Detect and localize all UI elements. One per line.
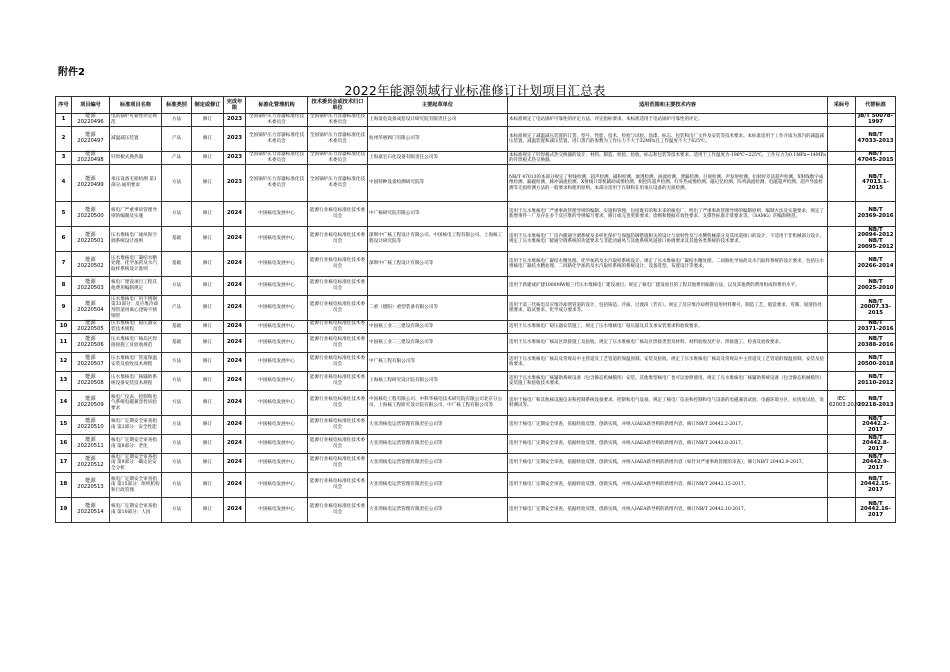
cell-replace: NB/T 20500-2018 bbox=[856, 353, 896, 372]
cell-drafter bbox=[368, 277, 508, 296]
table-row bbox=[56, 127, 896, 152]
cell-category: 基础 bbox=[162, 252, 192, 277]
cell-drafter: 上海发电设备成套设计研究院有限责任公司 bbox=[368, 114, 508, 127]
cell-replace: NB/T 20266-2014 bbox=[856, 252, 896, 277]
cell-year: 2024 bbox=[224, 296, 246, 321]
cell-tc: 能源行业核电标准化技术委员会 bbox=[308, 435, 368, 454]
cell-category: 基础 bbox=[162, 334, 192, 353]
cell-name: 减温减压装置 bbox=[110, 127, 162, 152]
cell-code: 能源 20220505 bbox=[72, 321, 110, 334]
cell-replace: NB/T 20025-2010 bbox=[856, 277, 896, 296]
cell-adopt bbox=[828, 372, 856, 391]
cell-replace: NB/T 20110-2012 bbox=[856, 372, 896, 391]
cell-adopt bbox=[828, 321, 856, 334]
cell-type: 修订 bbox=[192, 372, 224, 391]
table-row bbox=[56, 296, 896, 321]
cell-year: 2024 bbox=[224, 334, 246, 353]
cell-org: 中国核电发展中心 bbox=[246, 227, 308, 252]
cell-category: 方法 bbox=[162, 114, 192, 127]
cell-org: 中国核电发展中心 bbox=[246, 296, 308, 321]
cell-no: 13 bbox=[56, 372, 72, 391]
cell-type: 修订 bbox=[192, 473, 224, 498]
cell-tc: 能源行业核电标准化技术委员会 bbox=[308, 372, 368, 391]
cell-tc: 能源行业核电标准化技术委员会 bbox=[308, 391, 368, 416]
cell-category: 基础 bbox=[162, 227, 192, 252]
cell-replace: NB/T 20442.8-2017 bbox=[856, 435, 896, 454]
cell-name: 核电厂定期安全审查指南 第9部分：确定论安全分析 bbox=[110, 454, 162, 473]
cell-category: 方法 bbox=[162, 498, 192, 523]
cell-no: 3 bbox=[56, 152, 72, 165]
cell-code: 能源 20220498 bbox=[72, 152, 110, 165]
cell-scope: NB/T 47013的本部分规定了射线检测、超声检测、磁粉检测、渗透检测、涡流检测、泄漏检测、目视检测、声发射检测、衍射时差法超声检测、X射线数字成像检测、漏磁检测、脉冲涡流检测、X射线计算机辅助成像检测、相控阵超声检测、红外热成像检测、磁记忆检测、阵列涡流检测、电磁超声检测、超声导波检测等无损检测方法的一般要求和使用原则。本部分适用于在制和在用承压设备的无损检测。 bbox=[508, 165, 828, 202]
cell-replace: NB/T 20442.15-2017 bbox=[856, 473, 896, 498]
cell-drafter: 中广核工程有限公司等 bbox=[368, 353, 508, 372]
table-row bbox=[56, 454, 896, 473]
cell-type: 修订 bbox=[192, 165, 224, 202]
cell-adopt bbox=[828, 227, 856, 252]
table-row bbox=[56, 353, 896, 372]
cell-org: 全国锅炉压力容器标准化技术委员会 bbox=[246, 127, 308, 152]
cell-scope: 适用于压水堆核电厂核辅助系统设备（包含静态机械模块）安装。其他堆型核电厂也可以参照使用。规定了压水堆核电厂核辅助系统设备（包含静态机械模块）安装施工和验收技术要求。 bbox=[508, 372, 828, 391]
table-row bbox=[56, 202, 896, 227]
cell-org: 中国核电发展中心 bbox=[246, 321, 308, 334]
cell-no: 17 bbox=[56, 454, 72, 473]
cell-scope: 适用于压水堆核电厂核岛区焊接施工及验收。规定了压水堆核电厂核岛区焊接类型及材料、材料验收及贮存、焊接施工、检查及验收要求。 bbox=[508, 334, 828, 353]
standards-table bbox=[55, 96, 896, 523]
cell-replace: NB/T 20369-2016 bbox=[856, 202, 896, 227]
col-header-code: 项目编号 bbox=[72, 97, 110, 114]
cell-year: 2024 bbox=[224, 435, 246, 454]
cell-drafter: 中广核研究院有限公司等 bbox=[368, 202, 508, 227]
cell-no: 6 bbox=[56, 227, 72, 252]
cell-code: 能源 20220510 bbox=[72, 416, 110, 435]
cell-scope: 本标准规定了电站锅炉可靠性的评定方法、评定指标要求。本标准适用于电站锅炉可靠性的评定。 bbox=[508, 114, 828, 127]
cell-tc: 能源行业核电标准化技术委员会 bbox=[308, 202, 368, 227]
cell-drafter: 杭州华惠阀门有限公司等 bbox=[368, 127, 508, 152]
cell-org: 全国锅炉压力容器标准化技术委员会 bbox=[246, 114, 308, 127]
cell-no: 1 bbox=[56, 114, 72, 127]
cell-category: 方法 bbox=[162, 202, 192, 227]
cell-code: 能源 20220508 bbox=[72, 372, 110, 391]
cell-code: 能源 20220513 bbox=[72, 473, 110, 498]
cell-adopt: IEC 62003:2020 bbox=[828, 391, 856, 416]
cell-name: 压水堆核电厂管道保温安装及验收技术规程 bbox=[110, 353, 162, 372]
cell-year: 2024 bbox=[224, 454, 246, 473]
cell-category: 方法 bbox=[162, 353, 192, 372]
cell-adopt bbox=[828, 296, 856, 321]
cell-code: 能源 20220497 bbox=[72, 127, 110, 152]
cell-category: 产品 bbox=[162, 127, 192, 152]
cell-scope: 适用于压水堆核电厂厂房内暖通空调系统及多样化保护与保温防御措施相关的设计与放射性及与水侧机械部分及其风道接口的设计，不适用于非机械部分设计。规定了压水堆核电厂暖通空调系统的功能要求与非能动通风与其他系统风道接口协调要求及其他各类系统的技术要求。 bbox=[508, 227, 828, 252]
cell-name: 承压设备无损检测 第1部分:通用要求 bbox=[110, 165, 162, 202]
cell-adopt bbox=[828, 435, 856, 454]
cell-tc: 能源行业核电标准化技术委员会 bbox=[308, 353, 368, 372]
cell-code: 能源 20220503 bbox=[72, 277, 110, 296]
col-header-category: 标准类别 bbox=[162, 97, 192, 114]
cell-category: 方法 bbox=[162, 277, 192, 296]
cell-org: 全国锅炉压力容器标准化技术委员会 bbox=[246, 165, 308, 202]
cell-replace: NB/T 47045-2015 bbox=[857, 151, 894, 163]
cell-tc: 能源行业核电标准化技术委员会 bbox=[308, 454, 368, 473]
cell-year: 2024 bbox=[224, 277, 246, 296]
cell-org: 中国核电发展中心 bbox=[246, 391, 308, 416]
cell-no: 5 bbox=[56, 202, 72, 227]
cell-org: 全国锅炉压力容器标准化技术委员会 bbox=[246, 152, 308, 165]
cell-code: 能源 20220504 bbox=[72, 296, 110, 321]
cell-code: 能源 20220500 bbox=[72, 202, 110, 227]
table-header-row bbox=[56, 97, 896, 114]
cell-adopt bbox=[828, 165, 856, 202]
cell-replace: NB/T 47013.1-2015 bbox=[856, 165, 896, 202]
cell-replace: NB/T 20218-2013 bbox=[856, 391, 896, 416]
col-header-year: 完成年限 bbox=[224, 97, 246, 114]
cell-type: 修订 bbox=[192, 296, 224, 321]
cell-no: 19 bbox=[56, 498, 72, 523]
col-header-tc: 技术委员会或技术归口单位 bbox=[308, 97, 368, 114]
table-row bbox=[56, 277, 896, 296]
cell-category: 方法 bbox=[162, 372, 192, 391]
cell-org: 中国核电发展中心 bbox=[246, 353, 308, 372]
cell-year: 2024 bbox=[224, 391, 246, 416]
cell-category: 方法 bbox=[162, 391, 192, 416]
cell-scope: 适用于压水堆核电厂核岛及常规岛中主管道及工艺管道的保温预制、安装及验收。规定了压水堆核电厂核岛及常规岛中主管道及工艺管道的保温预制、安装及验收要求。 bbox=[508, 353, 828, 372]
cell-replace: NB/T 20442.2-2017 bbox=[856, 416, 896, 435]
cell-name: 核电厂建设项目工程其他费用编制规定 bbox=[110, 277, 162, 296]
cell-org: 中国核电发展中心 bbox=[246, 473, 308, 498]
cell-tc: 能源行业核电标准化技术委员会 bbox=[308, 277, 368, 296]
page-title: 2022年能源领域行业标准修订计划项目汇总表 bbox=[344, 83, 606, 98]
cell-name: 核电厂定期安全审查指南 第2部分：安全性能 bbox=[110, 416, 162, 435]
cell-name: 钎焊板式换热器 bbox=[110, 152, 162, 165]
attachment-label: 附件2 bbox=[58, 67, 85, 78]
table-row bbox=[56, 165, 896, 202]
cell-drafter: 深圳中广核工程设计有限公司等 bbox=[368, 252, 508, 277]
cell-no: 15 bbox=[56, 416, 72, 435]
table-row bbox=[56, 498, 896, 523]
cell-category: 基础 bbox=[162, 321, 192, 334]
cell-type: 修订 bbox=[192, 416, 224, 435]
cell-type: 修订 bbox=[192, 202, 224, 227]
table-row bbox=[56, 321, 896, 334]
cell-replace: NB/T 20388-2016 bbox=[856, 334, 896, 353]
cell-adopt bbox=[828, 114, 856, 127]
cell-replace: NB/T 20094-2012 NB/T 20095-2012 bbox=[857, 226, 894, 250]
cell-tc: 能源行业核电标准化技术委员会 bbox=[308, 498, 368, 523]
cell-name: 压水堆核电厂通风和空调系统设计准则 bbox=[110, 227, 162, 252]
table-row bbox=[56, 334, 896, 353]
cell-code: 能源 20220496 bbox=[72, 114, 110, 127]
cell-drafter: 大亚湾核电运营管理有限责任公司等 bbox=[368, 416, 508, 435]
table-row bbox=[56, 416, 896, 435]
table-row bbox=[56, 227, 896, 252]
cell-type: 修订 bbox=[192, 114, 224, 127]
cell-name: 核电厂仪表、控制和电气系统电磁兼容性试验要求 bbox=[110, 391, 162, 416]
cell-org: 中国核电发展中心 bbox=[246, 435, 308, 454]
cell-type: 修订 bbox=[192, 252, 224, 277]
cell-adopt bbox=[828, 498, 856, 523]
cell-year: 2024 bbox=[224, 498, 246, 523]
cell-tc: 全国锅炉压力容器标准化技术委员会 bbox=[308, 114, 368, 127]
cell-category: 方法 bbox=[162, 454, 192, 473]
cell-no: 18 bbox=[56, 473, 72, 498]
cell-name: 电站锅炉可靠性评定规范 bbox=[110, 114, 162, 127]
cell-type: 修订 bbox=[192, 454, 224, 473]
cell-scope: 适用于压水堆核电厂稳压器安装施工。规定了压水堆核电厂稳压器及其支承安装要求和验收要求。 bbox=[508, 321, 828, 334]
cell-adopt bbox=[828, 252, 856, 277]
cell-type: 修订 bbox=[192, 321, 224, 334]
cell-type: 修订 bbox=[192, 391, 224, 416]
cell-name: 核电厂定期安全审查指南 第15部分：组织机构和行政管理 bbox=[110, 473, 162, 498]
cell-scope: 适用于核电厂定期安全审查，依据经验反馈，创新实践，并纳入IAEA新导则的新增内容，修订NB/T 20442.10-2017。 bbox=[508, 498, 828, 523]
table-row bbox=[56, 152, 896, 165]
cell-adopt bbox=[828, 277, 856, 296]
cell-year: 2023 bbox=[224, 165, 246, 202]
cell-adopt bbox=[828, 202, 856, 227]
cell-category: 产品 bbox=[162, 296, 192, 321]
cell-tc: 能源行业核电标准化技术委员会 bbox=[308, 334, 368, 353]
cell-code: 能源 20220507 bbox=[72, 353, 110, 372]
cell-type: 修订 bbox=[192, 227, 224, 252]
cell-tc: 全国锅炉压力容器标准化技术委员会 bbox=[308, 127, 368, 152]
cell-category: 方法 bbox=[162, 473, 192, 498]
cell-year: 2024 bbox=[224, 473, 246, 498]
cell-scope: 适用于核电厂定期安全审查，依据经验反馈，创新实践，并纳入IAEA新导则的新增内容，修订NB/T 20442.15-2017。 bbox=[508, 473, 828, 498]
cell-name: 压水堆核电厂核岛区焊接接施工及验收规范 bbox=[110, 334, 162, 353]
cell-scope: 适用于压水堆核电厂凝结水精处理、化学加药及水汽取样系统设计。规定了压水堆核电厂凝结水精处理、二回路化学加药及水汽取样系统的设计要求，包括压水堆核电厂凝结水精处理、二回路化学加药及水汽取样系统的系统设计、设备选型、布置设计等要求。 bbox=[508, 252, 828, 277]
cell-year: 2023 bbox=[224, 114, 246, 127]
cell-no: 11 bbox=[56, 334, 72, 353]
cell-drafter: 大亚湾核电运营管理有限责任公司等 bbox=[368, 473, 508, 498]
cell-drafter: 上海核工程研究设计院有限公司等 bbox=[368, 372, 508, 391]
table-row bbox=[56, 114, 896, 127]
cell-scope: 适用于核电厂定期安全审查，依据经验反馈，创新实践，并纳入IAEA新导则的新增内容，修订NB/T 20442.2-2017。 bbox=[508, 416, 828, 435]
col-header-org: 标准化管理机构 bbox=[246, 97, 308, 114]
cell-replace: NB/T 47033-2013 bbox=[856, 127, 896, 152]
cell-replace: NB/T 20007.33-2015 bbox=[856, 296, 896, 321]
cell-type: 修订 bbox=[192, 435, 224, 454]
cell-name: 核电厂定期安全审查指南 第8部分：老化 bbox=[110, 435, 162, 454]
cell-tc: 能源行业核电标准化技术委员会 bbox=[308, 296, 368, 321]
col-header-replace: 代替标准 bbox=[856, 97, 896, 114]
cell-category: 方法 bbox=[162, 416, 192, 435]
cell-org: 中国核电发展中心 bbox=[246, 202, 308, 227]
cell-adopt bbox=[828, 353, 856, 372]
cell-type: 修订 bbox=[192, 334, 224, 353]
cell-year: 2024 bbox=[224, 416, 246, 435]
cell-code: 能源 20220501 bbox=[72, 227, 110, 252]
cell-drafter: 二重（德阳）重型装备有限公司等 bbox=[368, 296, 508, 321]
cell-year: 2023 bbox=[224, 127, 246, 152]
table-row bbox=[56, 391, 896, 416]
cell-category: 方法 bbox=[162, 165, 192, 202]
cell-replace: NB/T 20442.9-2017 bbox=[856, 454, 896, 473]
cell-tc: 能源行业核电标准化技术委员会 bbox=[308, 252, 368, 277]
cell-type: 修订 bbox=[192, 152, 224, 165]
cell-drafter: 大亚湾核电运营管理有限责任公司等 bbox=[368, 498, 508, 523]
cell-no: 14 bbox=[56, 391, 72, 416]
cell-tc: 全国锅炉压力容器标准化技术委员会 bbox=[308, 165, 368, 202]
cell-year: 2024 bbox=[224, 202, 246, 227]
cell-type: 修订 bbox=[192, 498, 224, 523]
col-header-no: 序号 bbox=[56, 97, 72, 114]
cell-replace: NB/T 20371-2016 bbox=[857, 320, 894, 332]
cell-org: 中国核电发展中心 bbox=[246, 416, 308, 435]
cell-scope: 本标准规定了钎焊板式热交换器的设计、材料、制造、检验、验收、标志和包装等技术要求。适用于工作温度为-196℃~225℃，工作压力为0.1MPa~14MPa的钎焊板式热交换器。 bbox=[509, 152, 826, 163]
cell-no: 12 bbox=[56, 353, 72, 372]
cell-name: 压水堆核电厂稳压器安装技术规程 bbox=[110, 321, 162, 334]
cell-org: 中国核电发展中心 bbox=[246, 252, 308, 277]
table-row bbox=[56, 372, 896, 391]
cell-name: 压水堆核电厂核辅助系统设备安装技术规程 bbox=[110, 372, 162, 391]
cell-org: 中国核电发展中心 bbox=[246, 372, 308, 391]
cell-adopt bbox=[828, 454, 856, 473]
cell-name: 压水堆核电厂用不锈钢 第33部分：反应堆冷却剂管道用离心浇铸不锈钢管 bbox=[110, 296, 162, 321]
cell-scope: 适用于核电厂定期安全审查，依据经验反馈，创新实践，并纳入IAEA新导则的新增内容（如针对严重事故管理的审查），修订NB/T 20442.9-2017。 bbox=[508, 454, 828, 473]
col-header-adopt: 采标号 bbox=[828, 97, 856, 114]
cell-type: 修订 bbox=[192, 277, 224, 296]
cell-category: 产品 bbox=[162, 152, 192, 165]
cell-adopt bbox=[828, 416, 856, 435]
cell-code: 能源 20220514 bbox=[72, 498, 110, 523]
cell-code: 能源 20220499 bbox=[72, 165, 110, 202]
cell-adopt bbox=[828, 127, 856, 152]
cell-drafter: 大亚湾核电运营管理有限责任公司等 bbox=[368, 454, 508, 473]
col-header-type: 制定或修订 bbox=[192, 97, 224, 114]
cell-year: 2024 bbox=[224, 372, 246, 391]
cell-drafter: 上海嘉宏石化设备有限责任公司等 bbox=[368, 152, 508, 165]
cell-no: 16 bbox=[56, 435, 72, 454]
cell-drafter: 中国核工业二三建设有限公司等 bbox=[368, 334, 508, 353]
cell-drafter: 中国核工业二三建设有限公司等 bbox=[368, 321, 508, 334]
cell-adopt bbox=[828, 473, 856, 498]
cell-tc: 全国锅炉压力容器标准化技术委员会 bbox=[308, 152, 368, 165]
cell-code: 能源 20220511 bbox=[72, 435, 110, 454]
cell-type: 修订 bbox=[192, 353, 224, 372]
cell-year: 2024 bbox=[224, 353, 246, 372]
cell-no: 10 bbox=[56, 321, 72, 334]
cell-adopt bbox=[828, 334, 856, 353]
cell-name: 压水堆核电厂凝结水精处理、化学加药及水汽取样系统设计准则 bbox=[110, 252, 162, 277]
cell-name: 核电厂定期安全审查指南 第10部分：人因 bbox=[110, 498, 162, 523]
cell-org: 中国核电发展中心 bbox=[246, 498, 308, 523]
cell-code: 能源 20220512 bbox=[72, 454, 110, 473]
cell-name: 核电厂严重事故管理导则的编制及实施 bbox=[110, 202, 162, 227]
cell-org: 中国核电发展中心 bbox=[246, 334, 308, 353]
cell-drafter: 中国核电工程有限公司、中科华核电技术研究院有限公司北京分公司、上海核工程研究设计院有限公司、中广核工程有限公司等 bbox=[368, 391, 508, 416]
cell-scope: 适用于第三代核电反应堆冷却剂管道的设计、包括铸造、冷拔、过渡段（若有）。规定了反应堆冷却剂管道用材料牌号、制造工艺、锻造要求、弯制、固溶热处理要求、取试要求、化学成分要求等。 bbox=[508, 296, 828, 321]
cell-code: 能源 20220506 bbox=[72, 334, 110, 353]
cell-no: 8 bbox=[56, 277, 72, 296]
cell-drafter: 大亚湾核电运营管理有限责任公司等 bbox=[368, 435, 508, 454]
cell-type: 修订 bbox=[192, 127, 224, 152]
cell-scope: 适用于压水堆核电厂严重事故管理导则的编制、实施和管理，包括既有的和未来的核电厂。给出了严重事故管理导则的编制原则、编制方法及实施要求，规定了新增事件一厂及存在多个反应堆的导则编写要求，修订或完善更新要求、诊断和数据有效性要求、支撑性标准计算要求等。（SAMG）的编制规范。 bbox=[508, 202, 828, 227]
cell-drafter: 深圳中广核工程设计有限公司、中国核电工程有限公司、上海核工程设计研究院等 bbox=[368, 227, 508, 252]
cell-code: 能源 20220509 bbox=[72, 391, 110, 416]
cell-scope: 本标准规定了减温减压装置的订货、型号、性能、技术、检验与试验、涂漆、标志、包装和出厂文件及安装等技术要求。本标准适用于工作介质为蒸汽的减温减压装置、减温装置和减压装置，进口蒸汽的参数为工作压力不大于32MPa且工作温度不大于625℃。 bbox=[508, 127, 828, 152]
cell-drafter: 中国特种设备检测研究院等 bbox=[368, 165, 508, 202]
cell-tc: 能源行业核电标准化技术委员会 bbox=[308, 227, 368, 252]
table-row bbox=[56, 473, 896, 498]
cell-no: 2 bbox=[56, 127, 72, 152]
cell-year: 2024 bbox=[224, 227, 246, 252]
cell-org: 中国核电发展中心 bbox=[246, 277, 308, 296]
cell-no: 7 bbox=[56, 252, 72, 277]
table-row bbox=[56, 435, 896, 454]
cell-year: 2024 bbox=[224, 252, 246, 277]
cell-scope: 适用于新建或扩建1000MW级三代压水堆核电厂建设项目。规定了核电厂建设项目的工程其他费用编制方法，以及其他费的费用组成和费用水平。 bbox=[508, 277, 828, 296]
cell-replace: NB/T 20442.16-2017 bbox=[856, 498, 896, 523]
col-header-name: 标准项目名称 bbox=[110, 97, 162, 114]
col-header-drafter: 主要起草单位 bbox=[368, 97, 508, 114]
cell-org: 中国核电发展中心 bbox=[246, 454, 308, 473]
cell-tc: 能源行业核电标准化技术委员会 bbox=[308, 321, 368, 334]
cell-scope: 适用于核电厂定期安全审查，依据经验反馈，创新实践，并纳入IAEA新导则的新增内容，修订NB/T 20442.8-2017。 bbox=[508, 435, 828, 454]
cell-scope: 适用于核电厂和其他核设施仪表和控制系统设备要求、控制和电气设备。规定了核电厂仪表和控制和电气设备的电磁兼容试验、电磁环境分区、抗扰度试验、发射测试等。 bbox=[508, 391, 828, 416]
cell-no: 4 bbox=[56, 165, 72, 202]
cell-adopt bbox=[828, 152, 856, 165]
cell-no: 9 bbox=[56, 296, 72, 321]
cell-tc: 能源行业核电标准化技术委员会 bbox=[308, 473, 368, 498]
table-row bbox=[56, 252, 896, 277]
col-header-scope: 适用范围和主要技术内容 bbox=[508, 97, 828, 114]
cell-year: 2024 bbox=[224, 321, 246, 334]
cell-replace: JB/T 50078-1997 bbox=[856, 114, 896, 127]
cell-code: 能源 20220502 bbox=[72, 252, 110, 277]
cell-year: 2023 bbox=[224, 152, 246, 165]
cell-tc: 能源行业核电标准化技术委员会 bbox=[308, 416, 368, 435]
cell-category: 方法 bbox=[162, 435, 192, 454]
